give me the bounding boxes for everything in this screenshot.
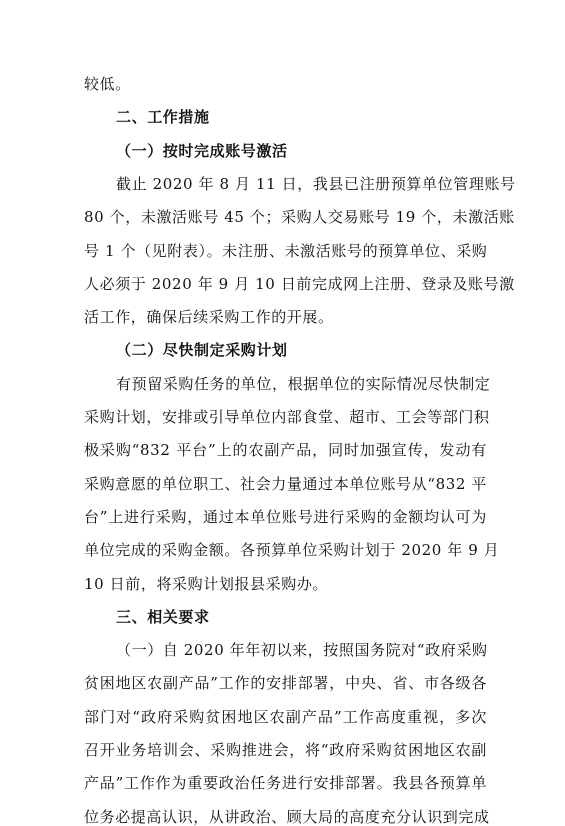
paragraph-line: 单位完成的采购金额。各预算单位采购计划于 2020 年 9 月 — [84, 541, 500, 559]
paragraph-line: 贫困地区农副产品”工作的安排部署，中央、省、市各级各 — [84, 674, 487, 692]
paragraph-line: 较低。 — [84, 75, 131, 93]
paragraph-line: （一）自 2020 年年初以来，按照国务院对“政府采购 — [116, 641, 488, 659]
subsection-heading: （一）按时完成账号激活 — [116, 142, 288, 160]
paragraph-line: 产品”工作作为重要政治任务进行安排部署。我县各预算单 — [84, 774, 487, 792]
subsection-heading: （二）尽快制定采购计划 — [116, 341, 288, 359]
paragraph-line: 号 1 个（见附表）。未注册、未激活账号的预算单位、采购 — [84, 242, 488, 260]
paragraph-line: 截止 2020 年 8 月 11 日，我县已注册预算单位管理账号 — [116, 175, 516, 193]
section-heading: 二、工作措施 — [116, 108, 210, 126]
paragraph-line: 人必须于 2020 年 9 月 10 日前完成网上注册、登录及账号激 — [84, 275, 515, 293]
paragraph-line: 位务必提高认识，从讲政治、顾大局的高度充分认识到完成 — [84, 808, 490, 826]
paragraph-line: 10 日前，将采购计划报县采购办。 — [84, 575, 329, 593]
paragraph-line: 台”上进行采购，通过本单位账号进行采购的金额均认可为 — [84, 508, 487, 526]
paragraph-line: 极采购“832 平台”上的农副产品，同时加强宣传，发动有 — [84, 441, 487, 459]
paragraph-line: 采购计划，安排或引导单位内部食堂、超市、工会等部门积 — [84, 408, 490, 426]
paragraph-line: 有预留采购任务的单位，根据单位的实际情况尽快制定 — [116, 375, 491, 393]
paragraph-line: 召开业务培训会、采购推进会，将“政府采购贫困地区农副 — [84, 741, 487, 759]
paragraph-line: 部门对“政府采购贫困地区农副产品”工作高度重视，多次 — [84, 708, 487, 726]
paragraph-line: 采购意愿的单位职工、社会力量通过本单位账号从“832 平 — [84, 475, 487, 493]
paragraph-line: 80 个，未激活账号 45 个；采购人交易账号 19 个，未激活账 — [84, 208, 515, 226]
section-heading: 三、相关要求 — [116, 608, 210, 626]
paragraph-line: 活工作，确保后续采购工作的开展。 — [84, 308, 334, 326]
